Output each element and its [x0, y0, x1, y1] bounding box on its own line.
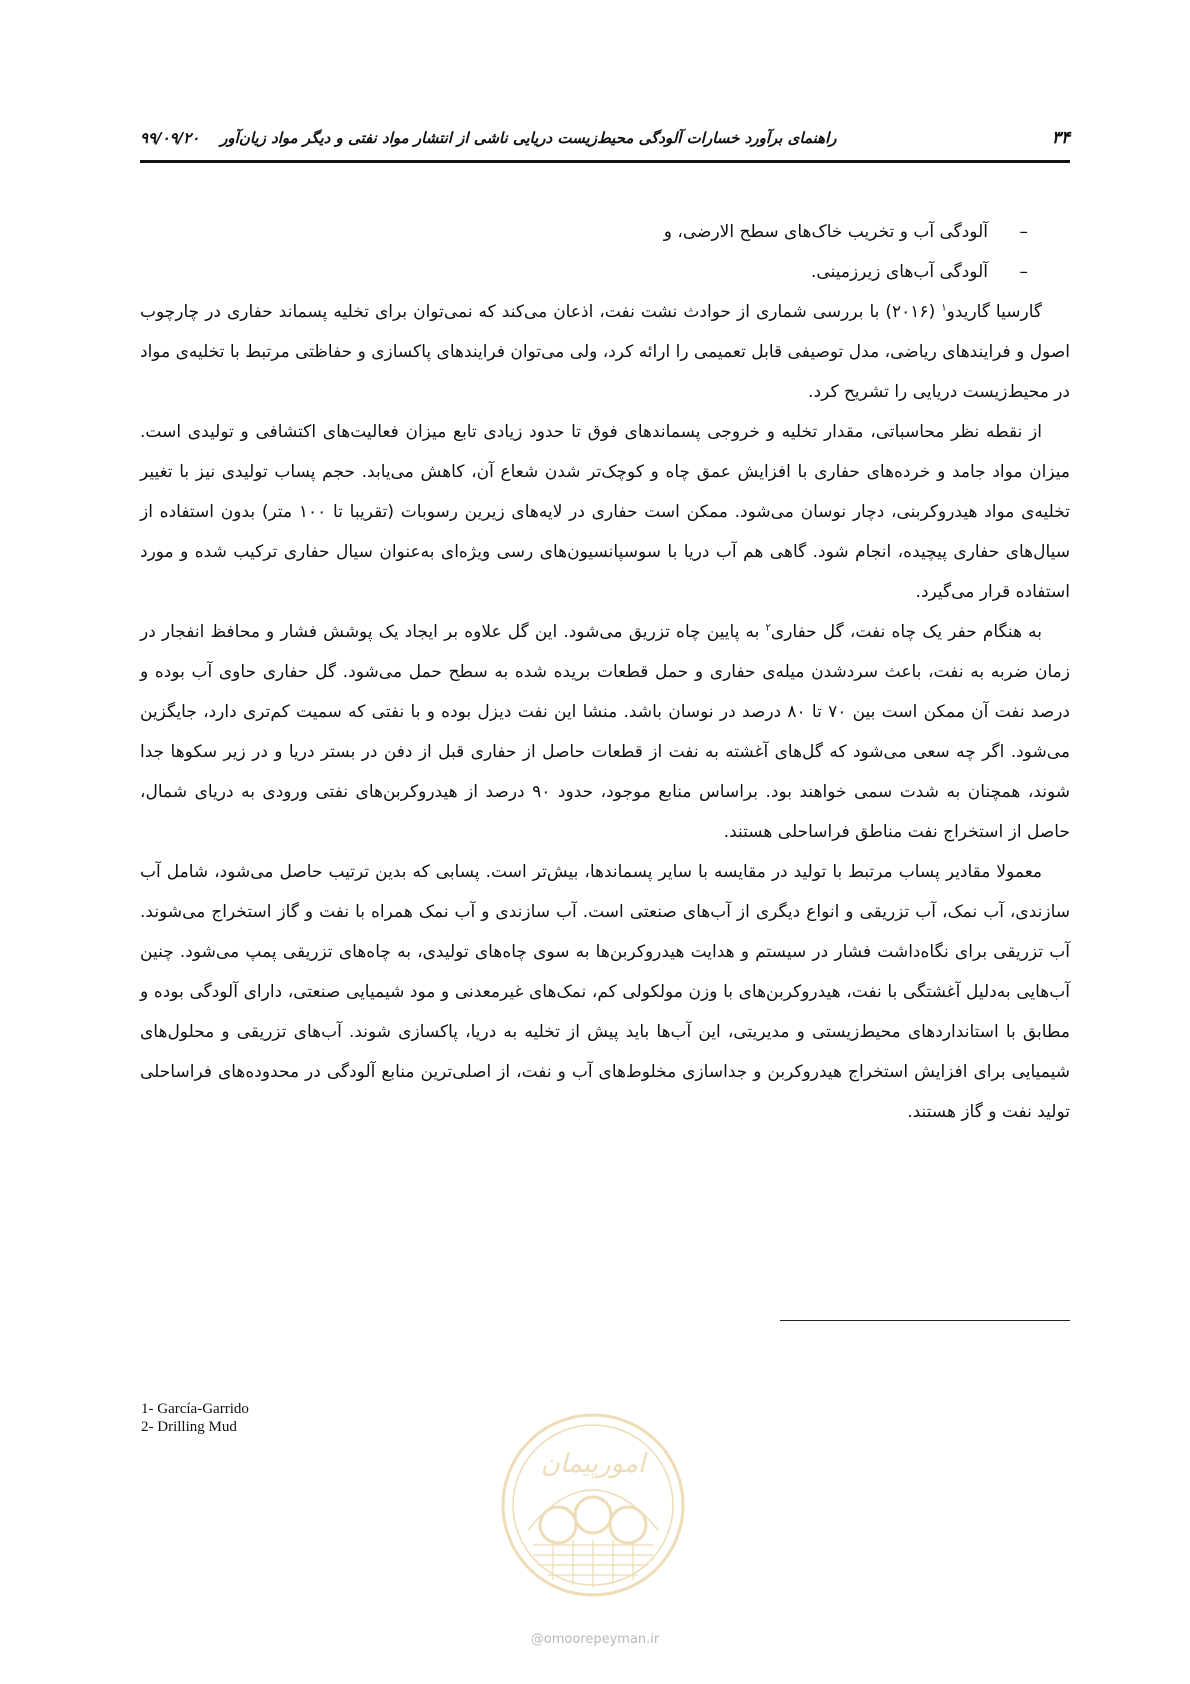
paragraph-text: از نقطه نظر محاسباتی، مقدار تخلیه و خروجی پسماندهای فوق تا حدود زیادی تابع میزان فعالیت‌های اکتشافی و تولیدی است. میزان مواد جامد و خرده‌های حفاری با افزایش عمق چاه و کوچک‌تر شدن شعاع آن، کاهش می‌یابد. حجم پساب تولیدی نیز با تغییر تخلیه‌ی مواد هیدروکربنی، دچار نوسان می‌شود. ممکن است حفاری در لایه‌های زیرین رسوبات (تقریبا تا ۱۰۰ متر) بدون استفاده از سیال‌های حفاری پیچیده، انجام شود. گاهی هم آب دریا با سوسپانسیون‌های رسی ویژه‌ای به‌عنوان سیال حفاری ترکیب شده و مورد استفاده قرار می‌گیرد. [140, 422, 1071, 602]
page-header [140, 128, 1070, 148]
paragraph [140, 292, 1070, 412]
footnotes [141, 1400, 249, 1436]
page-number: ۳۴ [1051, 128, 1070, 148]
footnote-item: 2- Drilling Mud [141, 1419, 237, 1435]
paragraph-text: گارسیا گاریدو [946, 302, 1042, 322]
paragraph-text: به هنگام حفر یک چاه نفت، گل حفاری [770, 622, 1042, 642]
bullet-text: آلودگی آب‌های زیرزمینی. [811, 262, 988, 282]
running-date: ۹۹/۰۹/۲۰ [140, 129, 200, 147]
watermark-logo [498, 1410, 688, 1600]
paragraph [140, 412, 1070, 612]
footnote-ref: ۲ [765, 622, 771, 634]
paragraph-text: معمولا مقادیر پساب مرتبط با تولید در مقایسه با سایر پسماندها، بیش‌تر است. پسابی که بدین ترتیب حاصل می‌شود، شامل آب سازندی، آب نمک، آب تزریقی و انواع دیگری از آب‌های صنعتی است. آب سازندی و آب نمک همراه با نفت و گاز استخراج می‌شوند. آب تزریقی برای نگاه‌داشت فشار در سیستم و هدایت هیدروکربن‌ها به سوی چاه‌های تولیدی، به چاه‌های تزریقی پمپ می‌شود. چنین آب‌هایی به‌دلیل آغشتگی با نفت، هیدروکربن‌های با وزن مولکولی کم، نمک‌های غیرمعدنی و مود شیمیایی صنعتی، دارای آلودگی بوده و مطابق با استانداردهای محیط‌زیستی و مدیریتی، این آب‌ها باید پیش از تخلیه به دریا، پاکسازی شوند. آب‌های تزریقی و محلول‌های شیمیایی برای افزایش استخراج هیدروکربن و جداسازی مخلوط‌های آب و نفت، از اصلی‌ترین منابع آلودگی در محدوده‌های فراساحلی تولید نفت و گاز هستند. [140, 862, 1070, 1122]
bullet-text: آلودگی آب و تخریب خاک‌های سطح الارضی، و [663, 222, 988, 242]
footnote-item: 1- García-Garrido [141, 1401, 249, 1417]
dash-bullet-icon: – [1019, 262, 1028, 282]
footnote-ref: ۱ [941, 302, 947, 314]
bullet-item [140, 212, 1070, 252]
bullet-item [140, 252, 1070, 292]
footnote-rule [780, 1320, 1070, 1321]
body-text [140, 212, 1070, 1132]
dash-bullet-icon: – [1019, 222, 1028, 242]
paragraph-text: به پایین چاه تزریق می‌شود. این گل علاوه بر ایجاد یک پوشش فشار و محافظ انفجار در زمان ضربه به نفت، باعث سردشدن میله‌ی حفاری و حمل قطعات بریده شده به سطح حمل می‌شود. گل حفاری حاوی آب بوده و درصد نفت آن ممکن است بین ۷۰ تا ۸۰ درصد در نوسان باشد. منشا این نفت دیزل بوده و با نفتی که سمیت کم‌تری دارد، جایگزین می‌شود. اگر چه سعی می‌شود که گل‌های آغشته به نفت از قطعات حاصل از حفاری قبل از دفن در بستر دریا و در زیر سکوها جدا شوند، همچنان به شدت سمی خواهند بود. براساس منابع موجود، حدود ۹۰ درصد از هیدروکربن‌های نفتی ورودی به دریای شمال، حاصل از استخراج نفت مناطق فراساحلی هستند. [140, 622, 1071, 842]
running-header [140, 129, 837, 147]
paragraph-text: (۲۰۱۶) با بررسی شماری از حوادث نشت نفت، اذعان می‌کند که نمی‌توان برای تخلیه پسماند حفاری در چارچوب اصول و فرایندهای ریاضی، مدل توصیفی قابل تعمیمی را ارائه کرد، ولی می‌توان فرایندهای پاکسازی و حفاظتی مرتبط با تخلیه‌ی مواد در محیط‌زیست دریایی را تشریح کرد. [140, 302, 1070, 402]
paragraph [140, 612, 1070, 852]
running-title: راهنمای برآورد خسارات آلودگی محیط‌زیست دریایی ناشی از انتشار مواد نفتی و دیگر مواد زیان‌آور [220, 129, 837, 147]
watermark-site: @omoorepeyman.ir [530, 1632, 660, 1647]
paragraph [140, 852, 1070, 1132]
watermark-logo-text: امورپیمان [540, 1449, 646, 1479]
header-rule [140, 160, 1070, 163]
